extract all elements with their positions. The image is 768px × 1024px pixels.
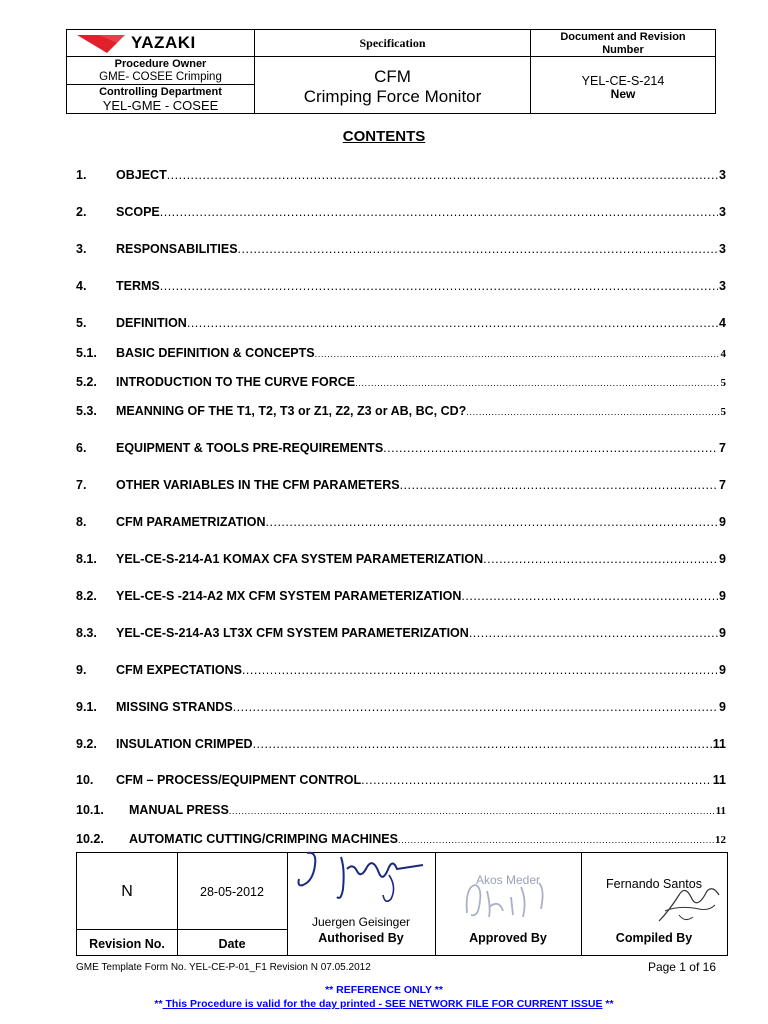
toc-number: 7.: [76, 478, 87, 492]
doc-rev-label-line2: Number: [602, 44, 644, 56]
procedure-owner-value: GME- COSEE Crimping: [99, 71, 222, 83]
toc-leader: [466, 407, 719, 418]
toc-entry[interactable]: [76, 663, 726, 679]
toc-number: 10.: [76, 773, 94, 787]
document-header: [66, 29, 716, 114]
toc-entry[interactable]: [76, 279, 726, 295]
toc-entry[interactable]: [76, 773, 726, 789]
toc-entry[interactable]: [76, 441, 726, 457]
toc-entry[interactable]: [76, 515, 726, 531]
toc-page: 9: [719, 552, 726, 566]
toc-title: CFM PARAMETRIZATION: [116, 515, 266, 529]
toc-page: 11: [715, 805, 726, 817]
toc-number: 5.1.: [76, 346, 97, 360]
toc-number: 5.: [76, 316, 87, 330]
yazaki-logo-icon: [77, 33, 127, 55]
toc-number: 9.2.: [76, 737, 97, 751]
toc-page: 7: [719, 478, 726, 492]
toc-title: RESPONSABILITIES: [116, 242, 238, 256]
toc-title: OBJECT: [116, 168, 167, 182]
toc-entry[interactable]: [76, 803, 726, 819]
header-title-column: [255, 30, 531, 113]
template-form-text: GME Template Form No. YEL-CE-P-01_F1 Revision N 07.05.2012: [76, 962, 371, 973]
header-divider: [67, 56, 254, 57]
compiled-signature-icon: [649, 881, 727, 927]
header-docnum-column: [531, 30, 715, 113]
authorised-name: Juergen Geisinger: [311, 915, 411, 929]
toc-leader: [483, 552, 718, 566]
header-divider: [255, 56, 530, 57]
toc-entry[interactable]: [76, 552, 726, 568]
approved-label: Approved By: [469, 931, 547, 945]
controlling-dept-value: YEL-GME - COSEE: [102, 98, 219, 113]
signature-table: [76, 852, 728, 956]
toc-number: 10.2.: [76, 832, 104, 846]
procedure-owner-label: Procedure Owner: [114, 58, 207, 70]
header-divider: [531, 56, 715, 57]
toc-page: 4: [719, 316, 726, 330]
toc-number: 8.: [76, 515, 87, 529]
toc-leader: [469, 626, 718, 640]
date-label: Date: [218, 937, 246, 951]
toc-number: 5.2.: [76, 375, 97, 389]
yazaki-logo: [77, 33, 247, 55]
header-divider: [67, 84, 254, 85]
date-value: 28-05-2012: [200, 885, 264, 899]
toc-entry[interactable]: [76, 478, 726, 494]
toc-number: 3.: [76, 242, 87, 256]
approved-name: Akos Meder: [475, 873, 541, 887]
validity-suffix: **: [605, 998, 614, 1010]
toc-title: CFM – PROCESS/EQUIPMENT CONTROL: [116, 773, 362, 787]
toc-title: YEL-CE-S-214-A3 LT3X CFM SYSTEM PARAMETERIZATION: [116, 626, 469, 640]
controlling-dept-label: Controlling Department: [99, 86, 222, 98]
toc-number: 2.: [76, 205, 87, 219]
authorised-signature-icon: [293, 849, 429, 909]
doc-rev-label-line1: Document and Revision: [560, 31, 686, 43]
spec-label: Specification: [359, 36, 426, 50]
revision-label: Revision No.: [89, 937, 165, 951]
toc-leader: [233, 700, 718, 714]
toc-leader: [187, 316, 718, 330]
toc-entry[interactable]: [76, 404, 726, 420]
toc-leader: [229, 806, 715, 817]
toc-leader: [160, 279, 718, 293]
toc-leader: [253, 737, 712, 751]
toc-title: INSULATION CRIMPED: [116, 737, 253, 751]
toc-page: 4: [720, 348, 726, 360]
toc-number: 1.: [76, 168, 87, 182]
toc-number: 10.1.: [76, 803, 104, 817]
doc-title-line2: Crimping Force Monitor: [303, 87, 482, 106]
toc-leader: [160, 205, 718, 219]
toc-page: 3: [719, 168, 726, 182]
toc-page: 5: [720, 406, 726, 418]
validity-text: This Procedure is valid for the day printed - SEE NETWORK FILE FOR CURRENT ISSUE: [162, 998, 603, 1010]
toc-entry[interactable]: [76, 168, 726, 184]
toc-page: 9: [719, 515, 726, 529]
toc-page: 9: [719, 700, 726, 714]
compiled-label: Compiled By: [615, 931, 693, 945]
toc-page: 9: [719, 663, 726, 677]
toc-title: BASIC DEFINITION & CONCEPTS: [116, 346, 315, 360]
toc-page: 12: [715, 834, 726, 846]
toc-number: 8.1.: [76, 552, 97, 566]
toc-entry[interactable]: [76, 316, 726, 332]
toc-entry[interactable]: [76, 589, 726, 605]
toc-leader: [361, 773, 712, 787]
toc-entry[interactable]: [76, 346, 726, 362]
toc-title: EQUIPMENT & TOOLS PRE-REQUIREMENTS: [116, 441, 384, 455]
toc-page: 3: [719, 242, 726, 256]
validity-prefix: **: [154, 998, 163, 1010]
toc-entry[interactable]: [76, 700, 726, 716]
toc-entry[interactable]: [76, 242, 726, 258]
doc-number: YEL-CE-S-214: [581, 74, 665, 88]
page-indicator: Page 1 of 16: [647, 960, 716, 974]
revision-status: New: [610, 87, 636, 101]
revision-value: N: [121, 883, 133, 900]
toc-entry[interactable]: [76, 205, 726, 221]
toc-entry[interactable]: [76, 832, 726, 848]
toc-title: INTRODUCTION TO THE CURVE FORCE: [116, 375, 356, 389]
toc-title: YEL-CE-S -214-A2 MX CFM SYSTEM PARAMETERIZATION: [116, 589, 462, 603]
logo-text: YAZAKI: [131, 33, 196, 52]
toc-page: 9: [719, 589, 726, 603]
reference-only-notice: ** REFERENCE ONLY **: [325, 984, 443, 996]
toc-page: 11: [712, 737, 726, 751]
toc-leader: [383, 441, 718, 455]
toc-title: MISSING STRANDS: [116, 700, 233, 714]
toc-title: SCOPE: [116, 205, 160, 219]
toc-leader: [266, 515, 719, 529]
toc-page: 7: [719, 441, 726, 455]
approved-signature-icon: [461, 877, 561, 923]
toc-entry[interactable]: [76, 626, 726, 642]
toc-number: 8.3.: [76, 626, 97, 640]
toc-number: 4.: [76, 279, 87, 293]
toc-entry[interactable]: [76, 375, 726, 391]
toc-leader: [461, 589, 718, 603]
toc-leader: [167, 168, 718, 182]
toc-entry[interactable]: [76, 737, 726, 753]
authorised-label: Authorised By: [318, 931, 404, 945]
toc-number: 9.1.: [76, 700, 97, 714]
validity-notice: [0, 998, 768, 1010]
contents-title: [0, 128, 768, 145]
toc-page: 9: [719, 626, 726, 640]
toc-page: 3: [719, 205, 726, 219]
toc-title: CFM EXPECTATIONS: [116, 663, 242, 677]
toc-leader: [398, 835, 714, 846]
toc-leader: [315, 349, 720, 360]
toc-title: YEL-CE-S-214-A1 KOMAX CFA SYSTEM PARAMETERIZATION: [116, 552, 484, 566]
doc-title-line1: CFM: [374, 67, 411, 86]
toc-title: DEFINITION: [116, 316, 187, 330]
toc-leader: [238, 242, 719, 256]
toc-number: 5.3.: [76, 404, 97, 418]
toc-page: 5: [720, 377, 726, 389]
toc-number: 6.: [76, 441, 87, 455]
toc-title: MEANNING OF THE T1, T2, T3 or Z1, Z2, Z3 or AB, BC, CD?: [116, 404, 467, 418]
toc-title: OTHER VARIABLES IN THE CFM PARAMETERS: [116, 478, 400, 492]
header-owner-column: [67, 30, 255, 113]
toc-leader: [400, 478, 718, 492]
toc-number: 9.: [76, 663, 87, 677]
toc-leader: [355, 378, 719, 389]
table-divider: [77, 929, 287, 930]
contents-title-text: CONTENTS: [342, 128, 426, 145]
toc-page: 11: [712, 773, 726, 787]
toc-title: MANUAL PRESS: [129, 803, 229, 817]
toc-title: TERMS: [116, 279, 160, 293]
toc-number: 8.2.: [76, 589, 97, 603]
toc-leader: [242, 663, 718, 677]
toc-title: AUTOMATIC CUTTING/CRIMPING MACHINES: [129, 832, 398, 846]
compiled-name: Fernando Santos: [606, 877, 702, 891]
toc-page: 3: [719, 279, 726, 293]
